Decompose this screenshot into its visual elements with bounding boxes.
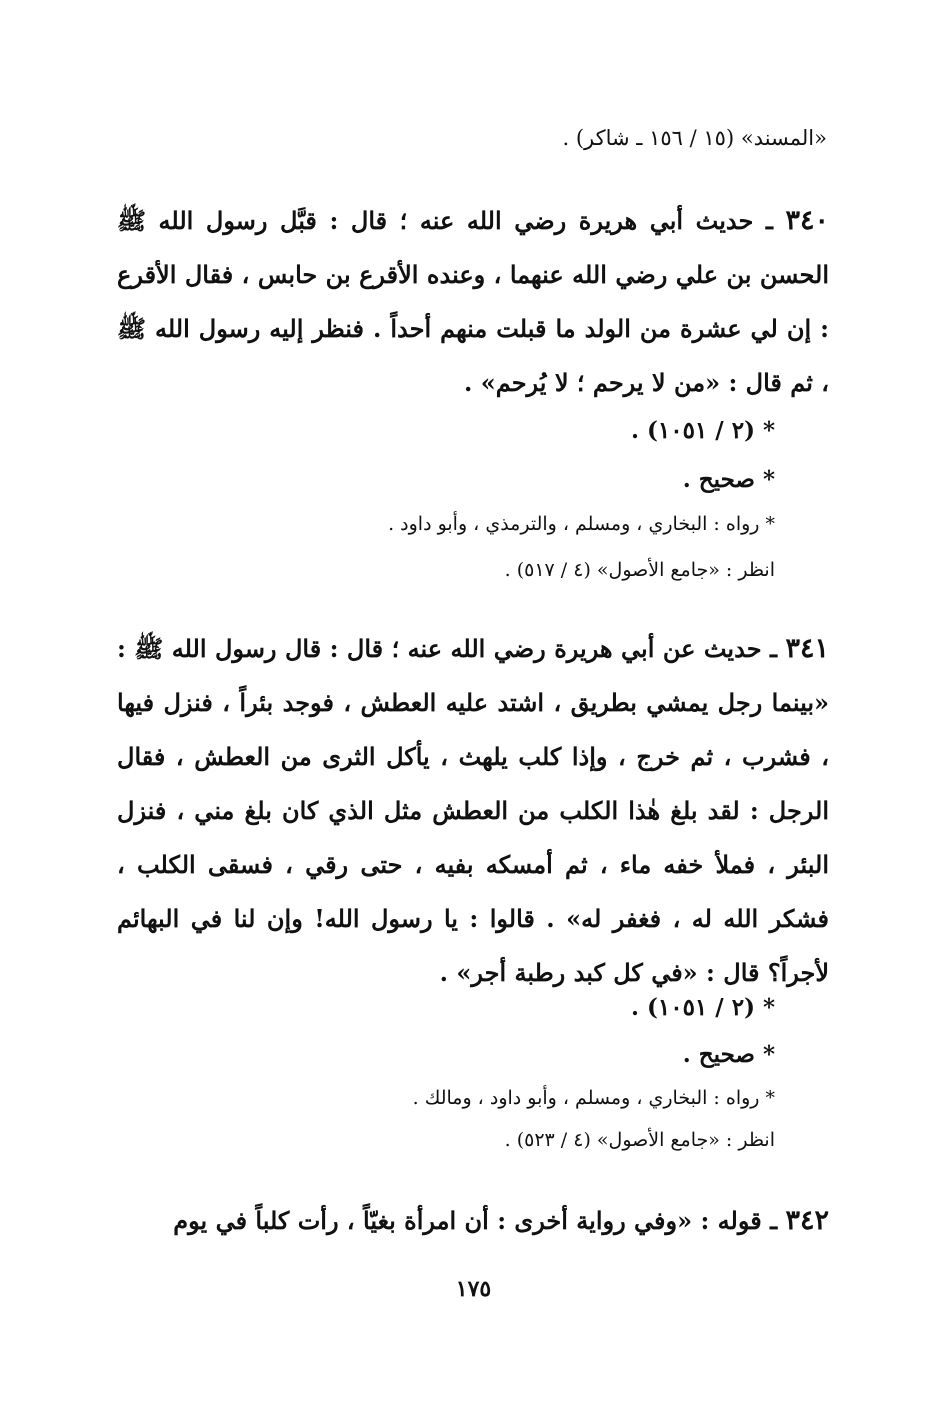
hadith-341-paragraph (117, 622, 829, 1000)
hadith-341-dash: ـ (761, 634, 786, 663)
hadith-342-text: قوله : «وفي رواية أخرى : أن امرأة بغيّاً ، رأت كلباً في يوم (173, 1206, 762, 1235)
hadith-341-grade: * صحيح . (682, 1041, 775, 1068)
hadith-340-narrators: * رواه : البخاري ، ومسلم ، والترمذي ، وأبو داود . (388, 513, 775, 535)
hadith-340-number: ٣٤٠ (785, 205, 830, 236)
hadith-341-number: ٣٤١ (785, 633, 829, 664)
hadith-340-reference: * (٢ / ١٠٥١) . (630, 417, 775, 444)
hadith-341-reference: * (٢ / ١٠٥١) . (630, 994, 775, 1021)
hadith-340-dash: ـ (753, 206, 786, 235)
hadith-340-grade: * صحيح . (682, 466, 775, 493)
hadith-341-see-also: انظر : «جامع الأصول» (٤ / ٥٢٣) . (504, 1129, 775, 1151)
page-number: ١٧٥ (455, 1276, 492, 1302)
hadith-341-narrators: * رواه : البخاري ، ومسلم ، وأبو داود ، ومالك . (412, 1087, 775, 1109)
hadith-341-text: حديث عن أبي هريرة رضي الله عنه ؛ قال : قال رسول الله ﷺ : «بينما رجل يمشي بطريق ، اشتد عليه العطش ، فوجد بئراً ، فنزل فيها ، فشرب ، ثم خرج ، وإذا كلب يلهث ، يأكل الثرى من العطش ، فقال الرجل : لقد بلغ هٰذا الكلب من العطش مثل الذي كان بلغ مني ، فنزل البئر ، فملأ خفه ماء ، ثم أمسكه بفيه ، حتى رقي ، فسقى الكلب ، فشكر الله له ، فغفر له» . قالوا : يا رسول الله! وإن لنا في البهائم لأجراً؟ قال : «في كل كبد رطبة أجر» . (117, 634, 830, 987)
hadith-340-see-also: انظر : «جامع الأصول» (٤ / ٥١٧) . (504, 559, 775, 581)
hadith-342-number: ٣٤٢ (785, 1205, 829, 1236)
hadith-342-dash: ـ (761, 1206, 786, 1235)
hadith-340-text: حديث أبي هريرة رضي الله عنه ؛ قال : قبَّل رسول الله ﷺ الحسن بن علي رضي الله عنهما ، وعنده الأقرع بن حابس ، فقال الأقرع : إن لي عشرة من الولد ما قبلت منهم أحداً . فنظر إليه رسول الله ﷺ ، ثم قال : «من لا يرحم ؛ لا يُرحم» . (117, 206, 829, 397)
hadith-342-paragraph (117, 1194, 829, 1248)
source-reference: «المسند» (١٥ / ١٥٦ ـ شاكر) . (562, 126, 827, 150)
hadith-340-paragraph (117, 194, 829, 410)
